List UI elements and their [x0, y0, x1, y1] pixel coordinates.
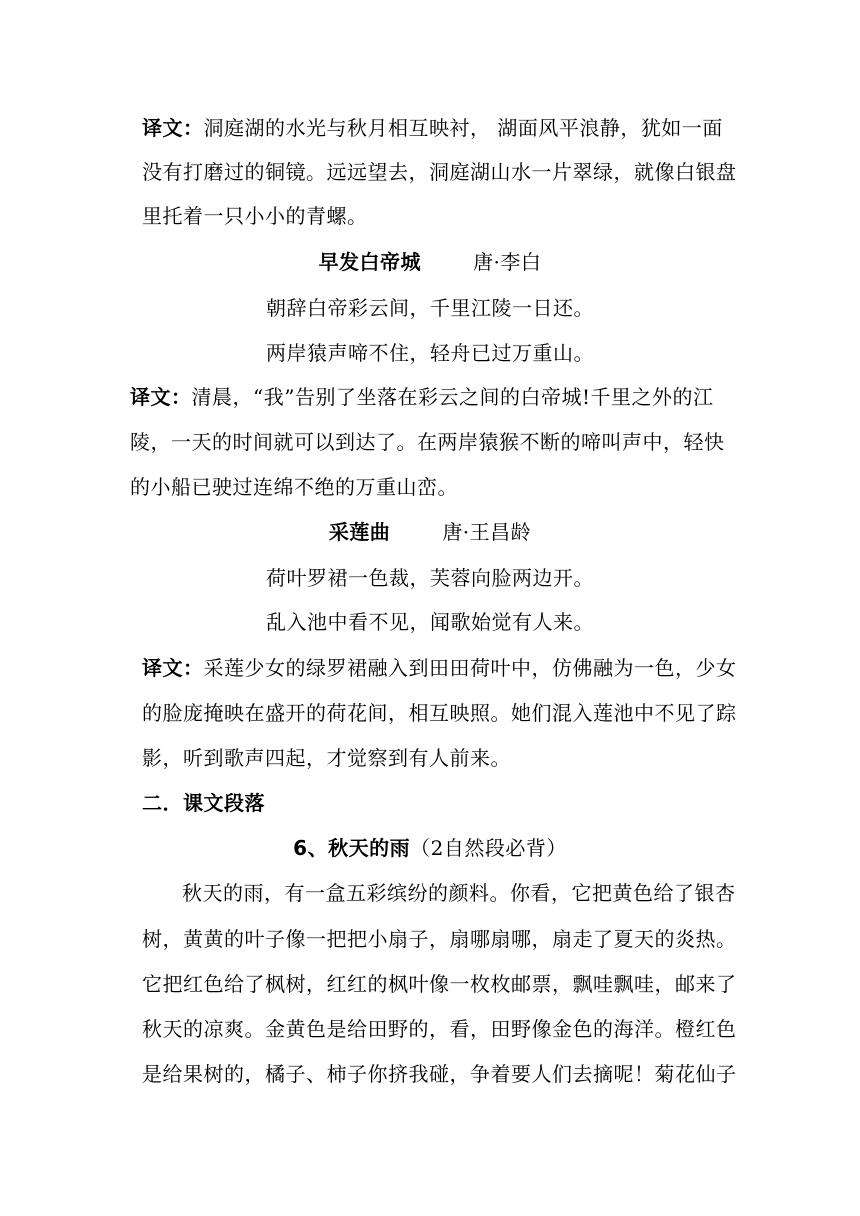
- body-paragraph-line: 是给果树的，橘子、柿子你挤我碰，争着要人们去摘呢！菊花仙子: [142, 1062, 737, 1086]
- translation-label: 译文：: [142, 656, 204, 680]
- translation-paragraph-line: [130, 385, 714, 409]
- translation-paragraph-line: [142, 656, 737, 680]
- translation-paragraph-line: [142, 116, 723, 140]
- body-paragraph-line: 树，黄黄的叶子像一把把小扇子，扇哪扇哪，扇走了夏天的炎热。: [142, 927, 737, 951]
- poem-title: 早发白帝城: [318, 250, 422, 274]
- translation-paragraph-line: 的小船已驶过连绵不绝的万重山峦。: [130, 475, 458, 499]
- translation-paragraph-line: 没有打磨过的铜镜。远远望去，洞庭湖山水一片翠绿，就像白银盘: [142, 160, 737, 184]
- poem-verse: 荷叶罗裙一色裁，芙蓉向脸两边开。: [266, 566, 594, 590]
- section-heading: 二．课文段落: [142, 791, 265, 815]
- poem-title-line: [0, 520, 860, 544]
- lesson-title-line: [0, 836, 860, 860]
- translation-text: 清晨，“我”告别了坐落在彩云之间的白帝城!千里之外的江: [191, 385, 714, 409]
- translation-paragraph-line: 影，听到歌声四起，才觉察到有人前来。: [142, 746, 511, 770]
- body-paragraph-line: 它把红色给了枫树，红红的枫叶像一枚枚邮票，飘哇飘哇，邮来了: [142, 972, 737, 996]
- poem-verse: 乱入池中看不见，闻歌始觉有人来。: [266, 610, 594, 634]
- poem-verse: 朝辞白帝彩云间，千里江陵一日还。: [266, 296, 594, 320]
- lesson-note: （2自然段必背）: [410, 836, 567, 860]
- poem-author: 唐·李白: [473, 250, 542, 274]
- lesson-title: 6、秋天的雨: [293, 836, 411, 860]
- poem-title-line: [0, 250, 860, 274]
- translation-paragraph-line: 陵，一天的时间就可以到达了。在两岸猿猴不断的啼叫声中，轻快: [130, 430, 725, 454]
- translation-paragraph-line: 里托着一只小小的青螺。: [142, 204, 368, 228]
- translation-text: 洞庭湖的水光与秋月相互映衬， 湖面风平浪静，犹如一面: [203, 116, 723, 140]
- poem-title: 采莲曲: [328, 520, 391, 544]
- translation-label: 译文：: [142, 116, 204, 140]
- body-paragraph-line: 秋天的雨，有一盒五彩缤纷的颜料。你看，它把黄色给了银杏: [182, 881, 736, 905]
- translation-paragraph-line: 的脸庞掩映在盛开的荷花间，相互映照。她们混入莲池中不见了踪: [142, 701, 737, 725]
- translation-label: 译文：: [130, 385, 192, 409]
- translation-text: 采莲少女的绿罗裙融入到田田荷叶中，仿佛融为一色，少女: [203, 656, 737, 680]
- poem-verse: 两岸猿声啼不住，轻舟已过万重山。: [266, 341, 594, 365]
- poem-author: 唐·王昌龄: [442, 520, 532, 544]
- body-paragraph-line: 秋天的凉爽。金黄色是给田野的，看，田野像金色的海洋。橙红色: [142, 1017, 737, 1041]
